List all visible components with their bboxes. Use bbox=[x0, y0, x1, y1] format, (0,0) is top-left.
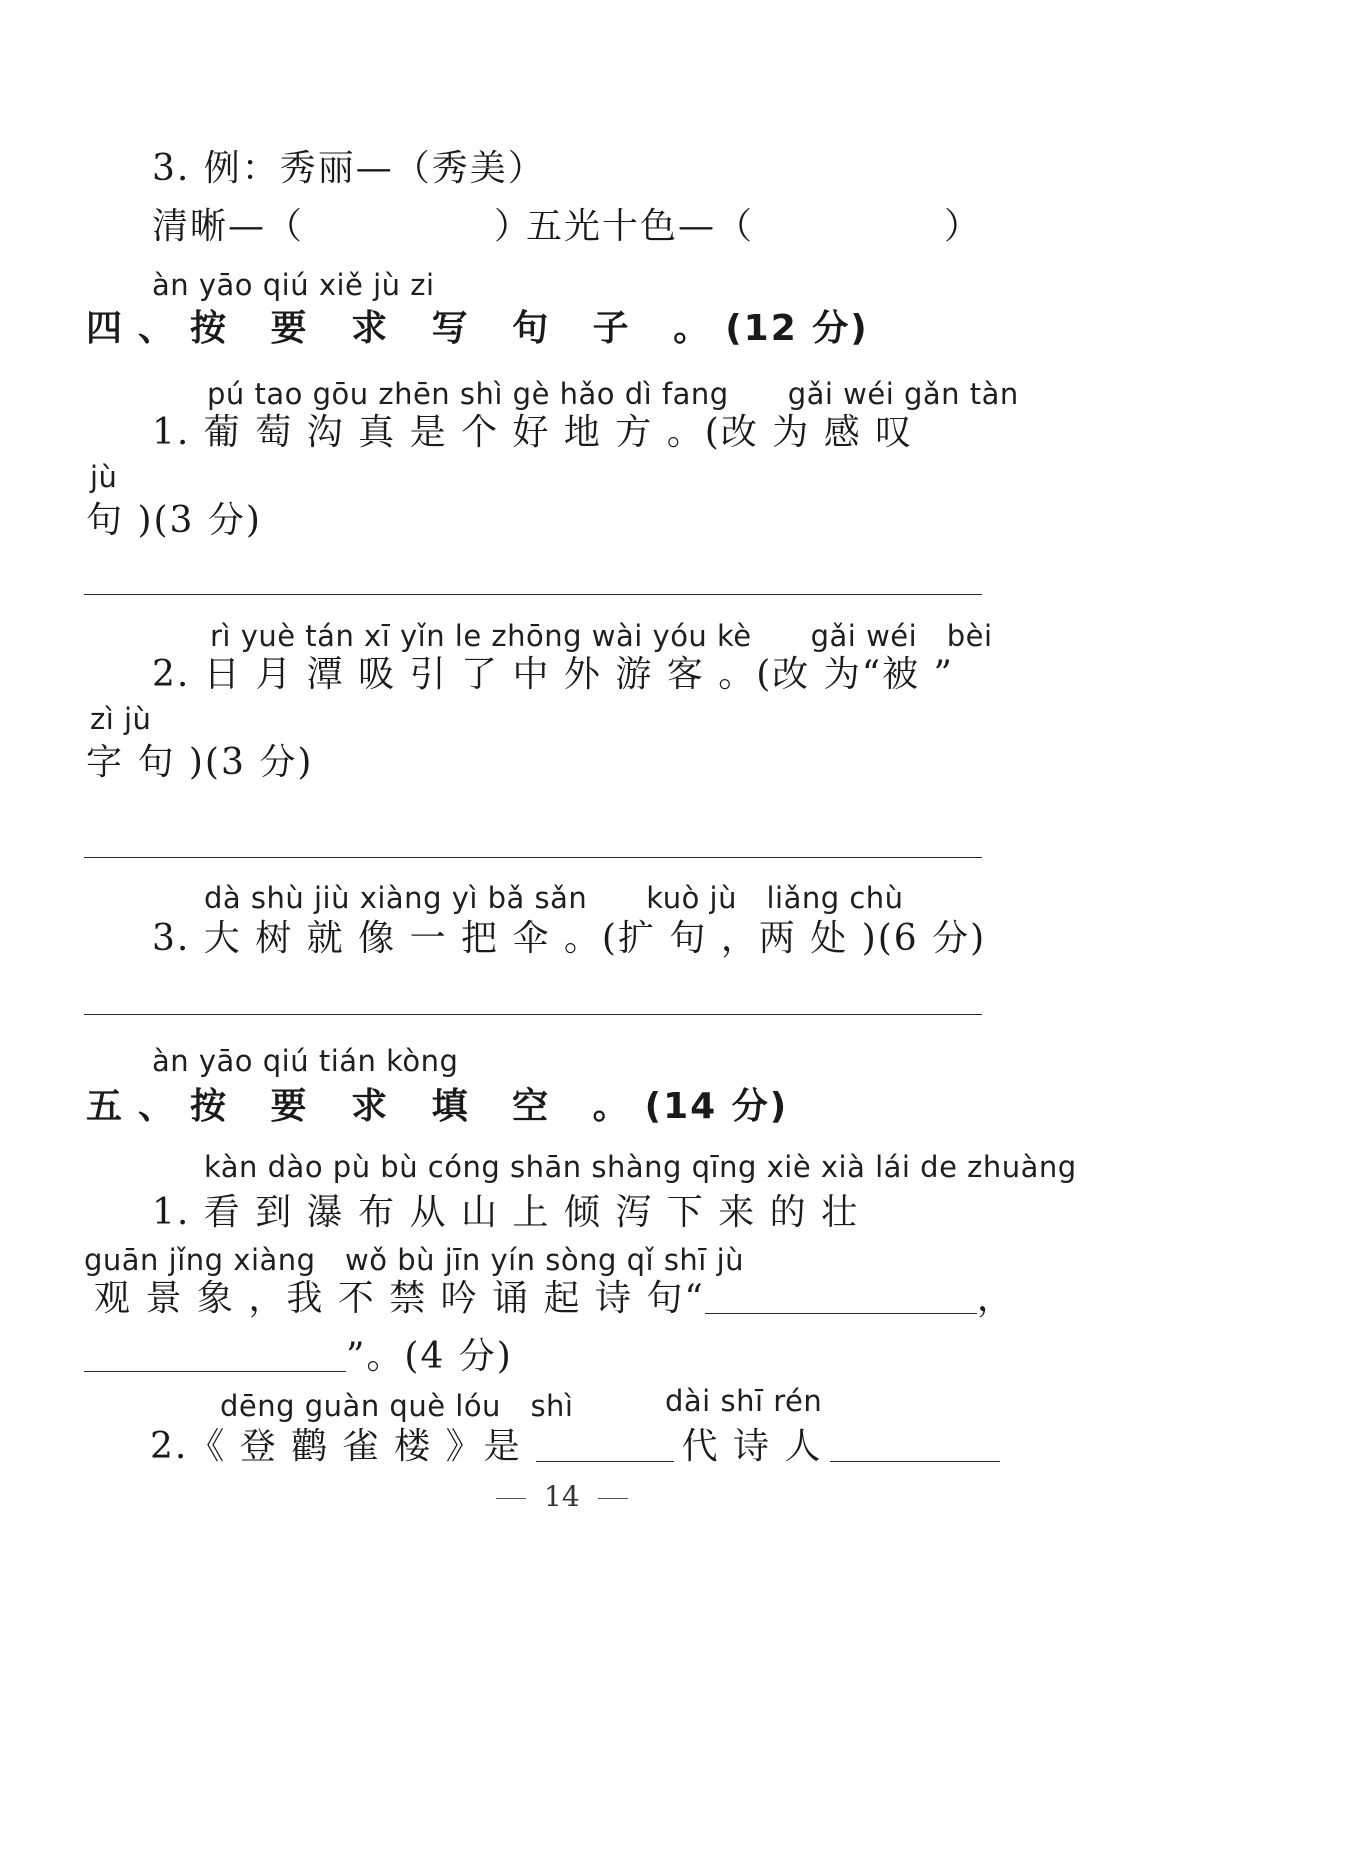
q4-2-pinyin: rì yuè tán xī yǐn le zhōng wài yóu kè gǎi wéi bèi bbox=[210, 619, 993, 653]
example-line: 3. 例：秀丽—（秀美） bbox=[152, 148, 546, 189]
q5-1-pinyin: kàn dào pù bù cóng shān shàng qīng xiè xià lái de zhuàng bbox=[204, 1150, 1077, 1184]
q4-2-text-cont: 字 句 )(3 分) bbox=[86, 742, 314, 783]
q5-2-text-a: 2.《 登 鹳 雀 楼 》是 bbox=[150, 1426, 522, 1467]
q5-2-pinyin: dēng guàn què lóu shì bbox=[220, 1389, 574, 1423]
section5-title bbox=[86, 1078, 788, 1129]
footer-dash-left bbox=[496, 1498, 526, 1499]
answer-line-4-1[interactable] bbox=[84, 594, 982, 595]
footer-dash-right bbox=[598, 1498, 628, 1499]
q4-3-text: 3. 大 树 就 像 一 把 伞 。(扩 句 ，两 处 )(6 分) bbox=[152, 918, 987, 959]
q5-1-text-cont-label: 观 景 象 ，我 不 禁 吟 诵 起 诗 句“ bbox=[94, 1278, 705, 1319]
q5-2-text bbox=[150, 1418, 1000, 1469]
answer-line-4-3[interactable] bbox=[84, 1014, 982, 1015]
section5-pinyin: àn yāo qiú tián kòng bbox=[152, 1044, 459, 1078]
synonym-blank-wuguang: 五光十色—（ ） bbox=[526, 206, 983, 247]
q4-3-pinyin: dà shù jiù xiàng yì bǎ sǎn kuò jù liǎng chù bbox=[204, 881, 904, 915]
poem-blank-1[interactable] bbox=[705, 1283, 977, 1314]
q4-1-text: 1. 葡 萄 沟 真 是 个 好 地 方 。(改 为 感 叹 bbox=[152, 412, 914, 453]
section4-title-text: 四、按 要 求 写 句 子 。 bbox=[86, 308, 726, 349]
q4-1-pinyin-cont: jù bbox=[90, 460, 118, 494]
q5-1-text-cont bbox=[94, 1270, 1015, 1321]
q5-1-comma: ， bbox=[976, 1278, 1015, 1319]
section4-title bbox=[86, 300, 869, 351]
page-number: 14 bbox=[544, 1480, 580, 1513]
section5-title-text: 五、按 要 求 填 空 。 bbox=[86, 1086, 645, 1127]
dynasty-blank[interactable] bbox=[536, 1431, 674, 1462]
answer-line-4-2[interactable] bbox=[84, 857, 982, 858]
q4-2-text: 2. 日 月 潭 吸 引 了 中 外 游 客 。(改 为“被 ” bbox=[152, 654, 954, 695]
q5-1-tail bbox=[84, 1328, 513, 1379]
section4-pinyin: àn yāo qiú xiě jù zi bbox=[152, 268, 435, 302]
page-footer bbox=[478, 1480, 646, 1513]
q5-1-pinyin-cont: guān jǐng xiàng wǒ bù jīn yín sòng qǐ shī jù bbox=[84, 1243, 745, 1277]
q5-1-text: 1. 看 到 瀑 布 从 山 上 倾 泻 下 来 的 壮 bbox=[152, 1192, 860, 1233]
poet-blank[interactable] bbox=[830, 1431, 1000, 1462]
synonym-blank-qingxi: 清晰—（ ） bbox=[152, 206, 533, 247]
q4-2-pinyin-cont: zì jù bbox=[90, 702, 152, 736]
q4-1-text-cont: 句 )(3 分) bbox=[86, 500, 262, 541]
q4-1-pinyin: pú tao gōu zhēn shì gè hǎo dì fang gǎi wéi gǎn tàn bbox=[207, 377, 1019, 411]
section5-points: (14 分) bbox=[644, 1086, 789, 1127]
q5-1-tail-text: ”。(4 分) bbox=[346, 1336, 513, 1377]
section4-points: (12 分) bbox=[725, 308, 869, 349]
q5-2-text-b: 代 诗 人 bbox=[681, 1426, 823, 1467]
q5-2-pinyin-b: dài shī rén bbox=[665, 1384, 823, 1418]
poem-blank-2[interactable] bbox=[84, 1341, 346, 1372]
